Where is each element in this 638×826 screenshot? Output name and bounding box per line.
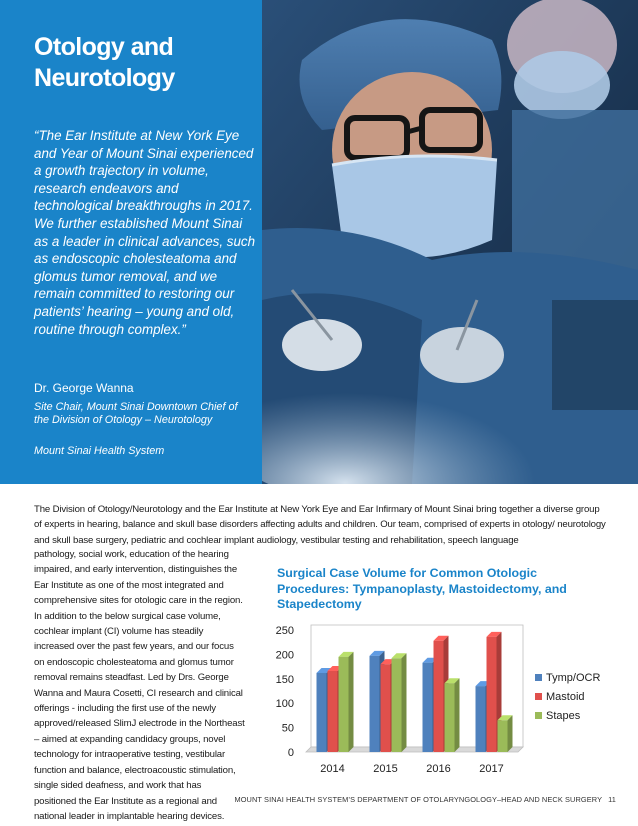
x-tick-label: 2014 (320, 763, 345, 775)
y-tick-label: 250 (275, 625, 294, 637)
y-tick-label: 0 (287, 747, 294, 759)
footer-text: MOUNT SINAI HEALTH SYSTEM’S DEPARTMENT OF OTOLARYNGOLOGY–HEAD AND NECK SURGERY (234, 795, 603, 804)
page-title: Otology and Neurotology (34, 33, 175, 92)
surgical-case-volume-chart (270, 618, 620, 783)
chart-title: Surgical Case Volume for Common Otologic Procedures: Tympanoplasty, Mastoidectomy, and Stapedectomy (277, 566, 567, 611)
y-tick-label: 50 (281, 722, 294, 735)
bar-stapes-2015 (392, 653, 407, 752)
x-tick-label: 2015 (373, 763, 398, 775)
header-panel (0, 0, 262, 484)
surgeon-photo (262, 0, 638, 484)
svg-text:Tymp/OCR: Tymp/OCR (546, 672, 601, 684)
author-roles: Site Chair, Mount Sinai Downtown Chief of the Division of Otology – Neurotology (34, 401, 238, 427)
svg-text:Stapes: Stapes (546, 710, 581, 722)
legend-item-tymp-ocr (535, 672, 600, 684)
author-organization: Mount Sinai Health System (34, 445, 165, 457)
intro-paragraph: The Division of Otology/Neurotology and the Ear Institute at New York Eye and Ear Infirmary of Mount Sinai bring together a diverse group of experts in hearing, balance and skull base disorders affecting adults and children. Our team, comprised of experts in otology/ neurotology and skull base surgery, pediatric and cochlear implant audiology, vestibular testing and rehabilitation, speech language (34, 504, 606, 546)
bar-stapes-2016 (445, 678, 460, 752)
bar-stapes-2014 (339, 652, 354, 752)
svg-text:Mastoid: Mastoid (546, 691, 585, 703)
legend-item-mastoid (535, 691, 585, 703)
pull-quote: “The Ear Institute at New York Eye and Year of Mount Sinai experienced a growth trajectory in volume, research endeavors and technological breakthroughs in 2017. We further established Mount Sinai as a leader in clinical advances, such as endoscopic cholesteatoma and glomus tumor removal, and we remain committed to restoring our patients’ hearing – young and old, routine through complex.” (34, 128, 256, 337)
author-name: Dr. George Wanna (34, 381, 134, 395)
y-tick-label: 150 (275, 673, 294, 686)
y-tick-label: 200 (275, 649, 294, 662)
bar-stapes-2017 (498, 715, 513, 752)
legend-item-stapes (535, 710, 581, 722)
x-tick-label: 2017 (479, 763, 504, 775)
y-tick-label: 100 (275, 698, 294, 711)
page-footer (234, 795, 616, 804)
page-number: 11 (608, 795, 616, 804)
body-column-paragraph: pathology, social work, education of the hearing impaired, and early intervention, distinguishes the Ear Institute as one of the most integrated and comprehensive sites for otologic care in the region. In addition to the below surgical case volume, cochlear implant (CI) volume has steadily increased over the past few years, and our focus on endoscopic cholesteatoma and glomus tumor removal remains steadfast. Led by Drs. George Wanna and Maura Cosetti, CI research and clinical offerings - including the first use of the newly approved/released SlimJ electrode in the Northeast – aimed at expanding candidacy groups, novel technology for intraoperative testing, vestibular function and balance, electroacoustic stimulation, single sided deafness, and work that has positioned the Ear Institute as a regional and national leader in implantable hearing devices. (34, 549, 245, 822)
x-tick-label: 2016 (426, 763, 451, 775)
